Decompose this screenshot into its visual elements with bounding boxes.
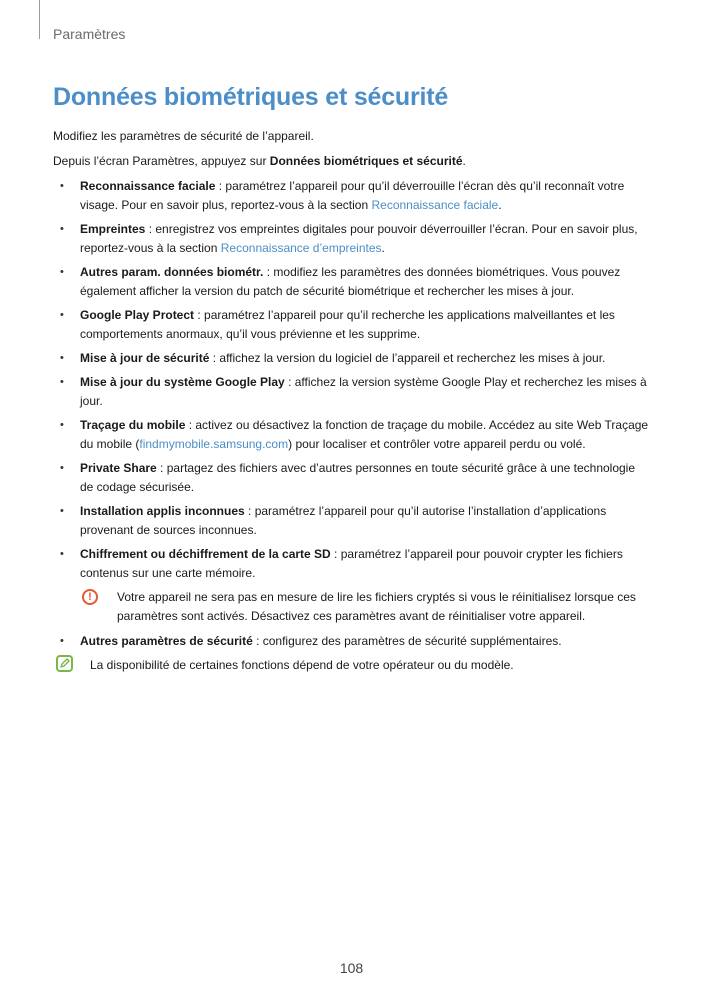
item-term: Google Play Protect (80, 308, 195, 322)
bullet-icon: • (60, 223, 64, 235)
list-item-mise-a-jour-google-play (53, 373, 650, 411)
item-text: : activez ou désactivez la fonction de traçage du mobile. Accédez au site Web Traçage du mobile ( (80, 418, 649, 451)
path-suffix: . (462, 154, 466, 168)
item-term: Traçage du mobile (80, 418, 186, 432)
item-text: : affichez la version système Google Play et recherchez les mises à jour. (80, 375, 647, 408)
item-term: Private Share (80, 461, 157, 475)
item-term: Reconnaissance faciale (80, 179, 216, 193)
bullet-icon: • (60, 419, 64, 431)
bullet-icon: • (60, 635, 64, 647)
list-item-chiffrement-sd (53, 545, 650, 583)
item-text: : paramétrez l’appareil pour qu’il recherche les applications malveillantes et les comportements anormaux, qu’il vous prévienne et les supprime. (80, 308, 615, 341)
bullet-icon: • (60, 309, 64, 321)
item-term: Chiffrement ou déchiffrement de la carte SD (80, 547, 331, 561)
list-item-autres-parametres-securite (53, 632, 650, 651)
bullet-icon: • (60, 462, 64, 474)
item-term: Empreintes (80, 222, 146, 236)
item-text: : paramétrez l’appareil pour qu’il autorise l’installation d’applications provenant de sources inconnues. (80, 504, 607, 537)
item-text: : affichez la version du logiciel de l’appareil et recherchez les mises à jour. (209, 351, 606, 365)
item-term: Installation applis inconnues (80, 504, 245, 518)
settings-list-continued (53, 632, 650, 651)
list-item-reconnaissance-faciale (53, 177, 650, 215)
bullet-icon: • (60, 376, 64, 388)
navigation-path (53, 152, 650, 171)
page-title: Données biométriques et sécurité (53, 83, 449, 111)
item-after: . (498, 198, 502, 212)
list-item-private-share (53, 459, 650, 497)
item-term: Autres paramètres de sécurité (80, 634, 253, 648)
caution-box (53, 588, 650, 626)
note-icon (56, 655, 73, 672)
item-text: : paramétrez l’appareil pour pouvoir crypter les fichiers contenus sur une carte mémoire. (80, 547, 623, 580)
header-divider (39, 0, 40, 39)
bullet-icon: • (60, 180, 64, 192)
path-menu: Données biométriques et sécurité (269, 154, 463, 168)
bullet-icon: • (60, 266, 64, 278)
item-term: Mise à jour de sécurité (80, 351, 210, 365)
item-text: : configurez des paramètres de sécurité supplémentaires. (252, 634, 562, 648)
item-text: : partagez des fichiers avec d’autres personnes en toute sécurité grâce à une technologie de codage sécurisée. (80, 461, 636, 494)
link-findmymobile[interactable]: findmymobile.samsung.com (139, 437, 289, 451)
list-item-autres-param-biometr (53, 263, 650, 301)
section-label: Paramètres (53, 26, 126, 42)
list-item-installation-applis (53, 502, 650, 540)
list-item-empreintes (53, 220, 650, 258)
list-item-google-play-protect (53, 306, 650, 344)
bullet-icon: • (60, 548, 64, 560)
path-prefix: Depuis l’écran Paramètres, appuyez sur (53, 154, 270, 168)
caution-icon: ! (82, 589, 98, 605)
intro-text: Modifiez les paramètres de sécurité de l’appareil. (53, 129, 314, 143)
note-box (53, 656, 650, 675)
caution-text: Votre appareil ne sera pas en mesure de lire les fichiers cryptés si vous le réinitialisez lorsque ces paramètres sont activés. Désactivez ces paramètres avant de réinitialiser votre appareil. (117, 590, 636, 623)
list-item-tracage-mobile (53, 416, 650, 454)
item-text: : modifiez les paramètres des données biométriques. Vous pouvez également afficher la version du patch de sécurité biométrique et rechercher les mises à jour. (80, 265, 621, 298)
link-reconnaissance-empreintes[interactable]: Reconnaissance d’empreintes (220, 241, 382, 255)
item-after: . (381, 241, 385, 255)
item-term: Mise à jour du système Google Play (80, 375, 285, 389)
link-reconnaissance-faciale[interactable]: Reconnaissance faciale (371, 198, 499, 212)
item-text: : paramétrez l’appareil pour qu’il déverrouille l’écran dès qu’il reconnaît votre visage. Pour en savoir plus, reportez-vous à la section (80, 179, 625, 212)
bullet-icon: • (60, 505, 64, 517)
page-number: 108 (339, 960, 364, 976)
list-item-mise-a-jour-securite (53, 349, 650, 368)
settings-list (53, 177, 650, 583)
content (53, 127, 650, 675)
item-term: Autres param. données biométr. (80, 265, 264, 279)
note-text: La disponibilité de certaines fonctions dépend de votre opérateur ou du modèle. (90, 658, 514, 672)
bullet-icon: • (60, 352, 64, 364)
item-after: ) pour localiser et contrôler votre appareil perdu ou volé. (288, 437, 586, 451)
item-text: : enregistrez vos empreintes digitales pour pouvoir déverrouiller l’écran. Pour en savoir plus, reportez-vous à la section (80, 222, 638, 255)
